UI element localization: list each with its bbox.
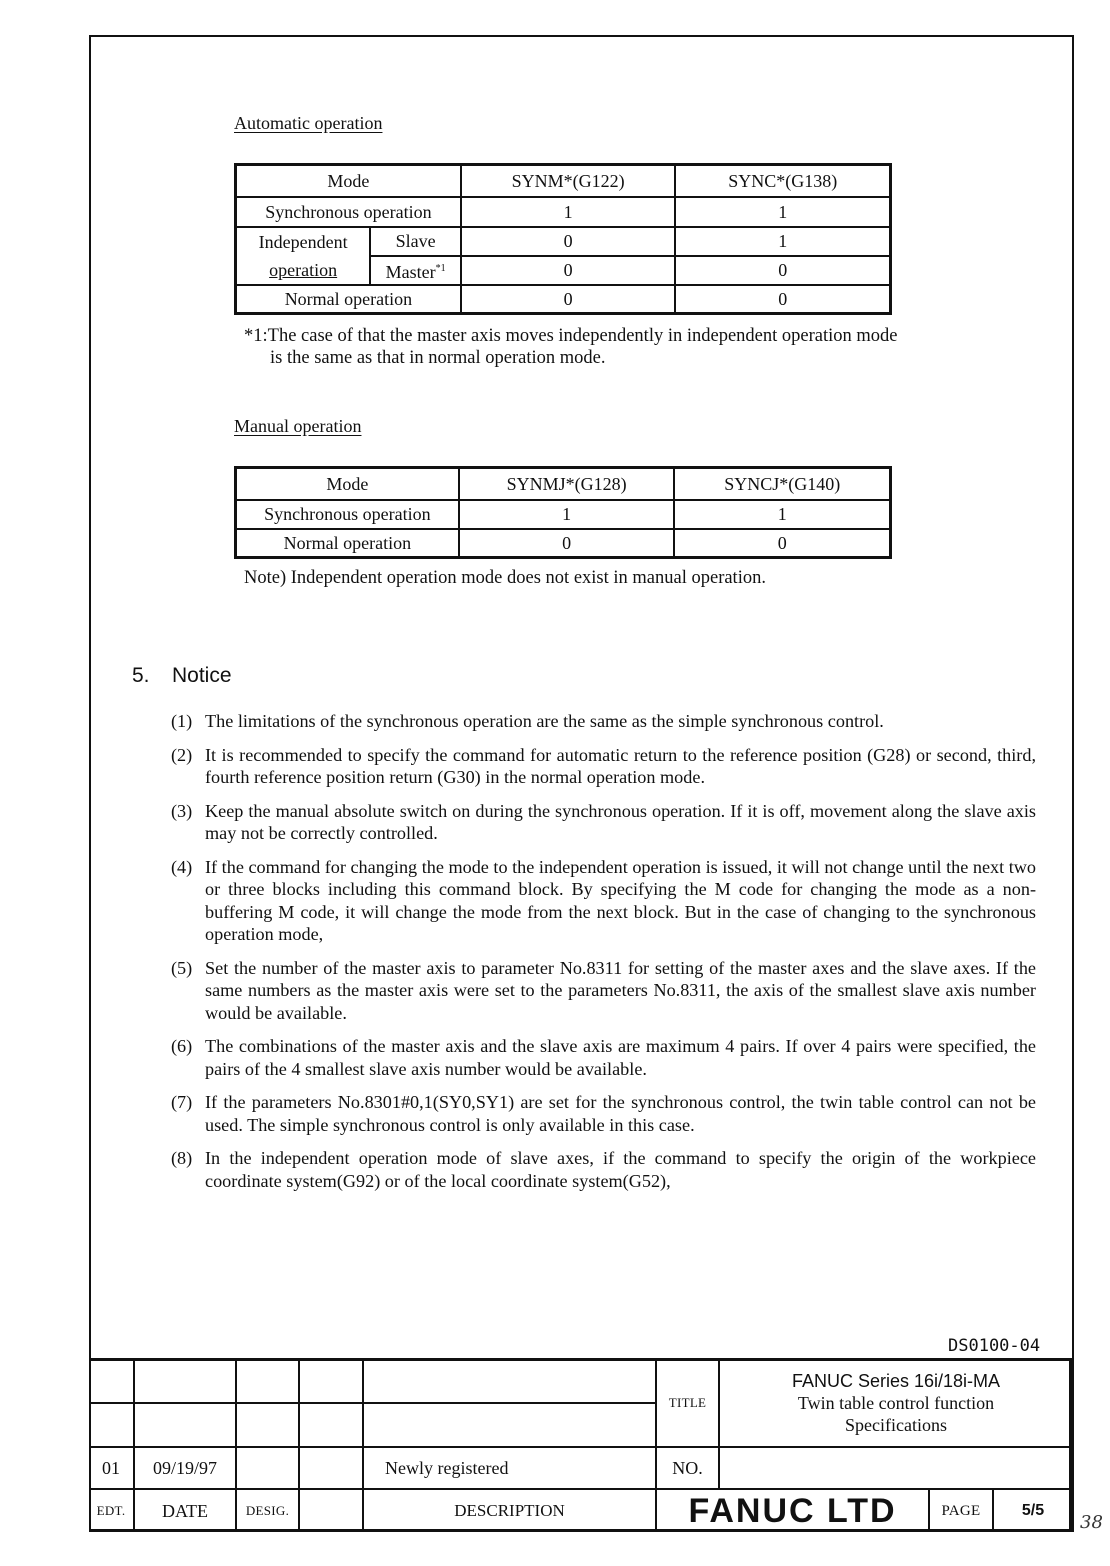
notice-item: (4) If the command for changing the mode to the independent operation is issued, it will not change until the next two or three blocks including this command block. By specifying the M code for changing the mode as a non-buffering M code, it will change the mode from the next block. But in the case of changing to the synchronous operation mode, [171, 856, 1036, 944]
blank-cell [133, 1358, 235, 1402]
row-sync-v2: 1 [675, 197, 890, 227]
row-master-v2: 0 [675, 256, 890, 285]
blank-cell [89, 1358, 133, 1402]
notice-item: (8) In the independent operation mode of slave axes, if the command to specify the origin of the workpiece coordinate system(G92) or of the local coordinate system(G52), [171, 1148, 1036, 1191]
blank-cell [362, 1402, 655, 1446]
row-normal-v1: 0 [461, 285, 676, 314]
row-slave-v2: 1 [675, 227, 890, 256]
notice-list [171, 710, 1036, 1203]
blank-cell [298, 1402, 362, 1446]
notice-item: (6) The combinations of the master axis and the slave axis are maximum 4 pairs. If over 4 pairs were specified, the pairs of the 4 smallest slave axis number would be available. [171, 1036, 1036, 1079]
title-block [89, 1358, 1074, 1532]
notice-item: (1) The limitations of the synchronous operation are the same as the simple synchronous control. [171, 711, 884, 731]
row-sync-v1: 1 [459, 500, 675, 529]
header-synmj: SYNMJ*(G128) [459, 468, 675, 500]
desig-label: DESIG. [235, 1488, 298, 1532]
row-master-v1: 0 [461, 256, 676, 285]
blank-cell [298, 1446, 362, 1488]
notice-item: (2) It is recommended to specify the command for automatic return to the reference position (G28) or second, third, fourth reference position return (G30) in the normal operation mode. [171, 744, 1036, 787]
title-line-1: FANUC Series 16i/18i-MA [791, 1371, 1001, 1391]
footnote-line-2: is the same as that in normal operation mode. [270, 348, 606, 368]
blank-cell [298, 1488, 362, 1532]
notice-item: (3) Keep the manual absolute switch on during the synchronous operation. If it is off, movement along the slave axis may not be correctly controlled. [171, 800, 1036, 843]
document-number: DS0100-04 [948, 1336, 1041, 1356]
no-label: NO. [655, 1446, 718, 1488]
blank-cell [235, 1402, 298, 1446]
row-sync-mode: Synchronous operation [236, 197, 461, 227]
page-label: PAGE [928, 1488, 992, 1532]
row-operation-label: operation [236, 256, 371, 285]
manual-operation-label: Manual operation [234, 416, 362, 436]
header-sync: SYNC*(G138) [675, 165, 890, 197]
manual-operation-table [234, 466, 892, 559]
row-slave-v1: 0 [461, 227, 676, 256]
row-normal-mode: Normal operation [236, 529, 459, 558]
section-title: Notice [172, 664, 232, 687]
automatic-operation-table [234, 163, 892, 315]
blank-cell [298, 1358, 362, 1402]
title-line-2: Twin table control function [797, 1393, 995, 1413]
notice-item: (7) If the parameters No.8301#0,1(SY0,SY1) are set for the synchronous control, the twin table control can not be used. The simple synchronous control is only available in this case. [171, 1092, 1036, 1135]
blank-cell [362, 1358, 655, 1402]
automatic-operation-label: Automatic operation [234, 113, 383, 133]
notice-item: (5) Set the number of the master axis to parameter No.8311 for setting of the master axes and the slave axes. If the same numbers as the master axis were set to the parameters No.8311, the axis of the smallest slave axis number would be available. [171, 957, 1036, 1023]
row-slave-label: Slave [370, 227, 461, 256]
edition-value: 01 [89, 1446, 133, 1488]
row-sync-mode: Synchronous operation [236, 500, 459, 529]
row-normal-mode: Normal operation [236, 285, 461, 314]
blank-cell [89, 1402, 133, 1446]
title-value [718, 1358, 1072, 1446]
header-synm: SYNM*(G122) [461, 165, 676, 197]
row-master-label: Master$^{*1}$ [370, 256, 461, 285]
footnote-ref: *1 [435, 262, 446, 274]
blank-cell [133, 1402, 235, 1446]
desig-value [235, 1446, 298, 1488]
row-independent-label: Independent [236, 227, 371, 256]
row-sync-v2: 1 [674, 500, 890, 529]
page-value: 5/5 [992, 1488, 1072, 1532]
description-label: DESCRIPTION [362, 1488, 655, 1532]
row-normal-v2: 0 [674, 529, 890, 558]
row-normal-v1: 0 [459, 529, 675, 558]
section-number: 5. [132, 664, 150, 687]
title-label: TITLE [655, 1358, 718, 1446]
edt-label: EDT. [89, 1488, 133, 1532]
date-label: DATE [133, 1488, 235, 1532]
header-mode: Mode [236, 468, 459, 500]
blank-cell [235, 1358, 298, 1402]
description-value: Newly registered [362, 1446, 655, 1488]
handwritten-mark: 38 [1080, 1512, 1103, 1533]
no-value [718, 1446, 1072, 1488]
row-normal-v2: 0 [675, 285, 890, 314]
company-logo-text: FANUC LTD [655, 1488, 928, 1532]
manual-note: Note) Independent operation mode does not exist in manual operation. [244, 568, 766, 588]
header-mode: Mode [236, 165, 461, 197]
footnote-line-1: *1:The case of that the master axis moves independently in independent operation mode [244, 326, 898, 346]
date-value: 09/19/97 [133, 1446, 235, 1488]
row-sync-v1: 1 [461, 197, 676, 227]
header-syncj: SYNCJ*(G140) [674, 468, 890, 500]
notice-heading [132, 664, 232, 688]
title-line-3: Specifications [845, 1415, 947, 1435]
